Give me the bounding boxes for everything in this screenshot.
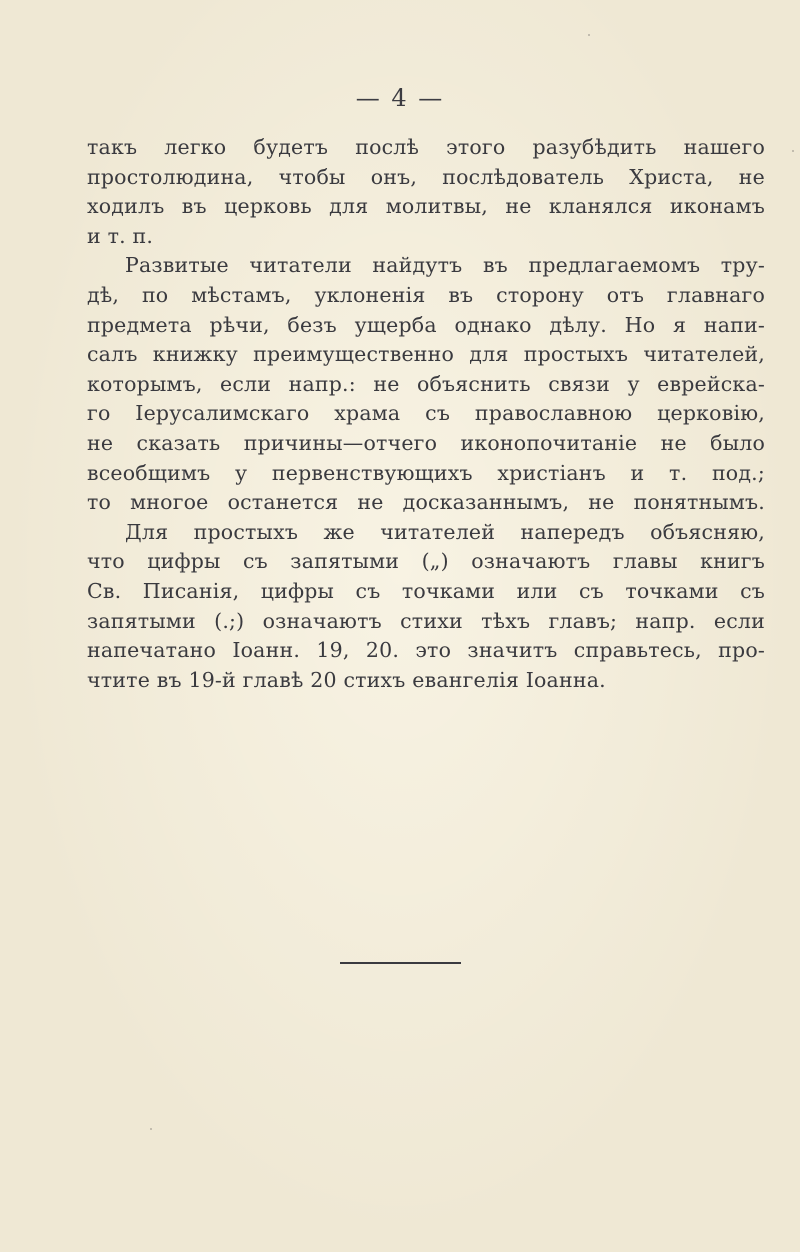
text-line: не сказать причины—отчего иконопочитаніе не было	[87, 430, 765, 455]
end-rule	[340, 962, 461, 964]
text-line: дѣ, по мѣстамъ, уклоненія въ сторону отъ главнаго	[87, 282, 765, 307]
text-line: запятыми (.;) означаютъ стихи тѣхъ главъ; напр. если	[87, 608, 765, 633]
text-line: всеобщимъ у первенствующихъ христіанъ и т. под.;	[87, 460, 765, 485]
text-line: простолюдина, чтобы онъ, послѣдователь Христа, не	[87, 164, 765, 189]
text-line: которымъ, если напр.: не объяснить связи у еврейска-	[87, 371, 765, 396]
text-line: и т. п.	[87, 223, 154, 248]
text-line: го Іерусалимскаго храма съ православною церковію,	[87, 401, 765, 426]
text-line: ходилъ въ церковь для молитвы, не кланялся иконамъ	[87, 194, 765, 219]
text-line: предмета рѣчи, безъ ущерба однако дѣлу. Но я напи-	[87, 312, 765, 337]
text-line: чтите въ 19-й главѣ 20 стихъ евангелія Іоанна.	[87, 667, 606, 692]
text-line: Св. Писанія, цифры съ точками или съ точками съ	[87, 578, 765, 603]
paper-speck	[150, 1128, 152, 1130]
text-line: напечатано Іоанн. 19, 20. это значитъ справьтесь, про-	[87, 638, 765, 663]
text-line: Развитые читатели найдутъ въ предлагаемомъ тру-	[125, 253, 765, 278]
text-line: то многое останется не досказаннымъ, не понятнымъ.	[87, 490, 765, 515]
body-text	[87, 133, 765, 695]
text-line: что цифры съ запятыми („) означаютъ главы книгъ	[87, 549, 765, 574]
page-number: — 4 —	[355, 84, 445, 112]
text-line: салъ книжку преимущественно для простыхъ читателей,	[87, 342, 765, 367]
paper-speck	[588, 34, 590, 36]
paper-speck	[792, 150, 794, 152]
text-line: Для простыхъ же читателей напередъ объясняю,	[125, 519, 765, 544]
text-line: такъ легко будетъ послѣ этого разубѣдить нашего	[87, 135, 765, 159]
